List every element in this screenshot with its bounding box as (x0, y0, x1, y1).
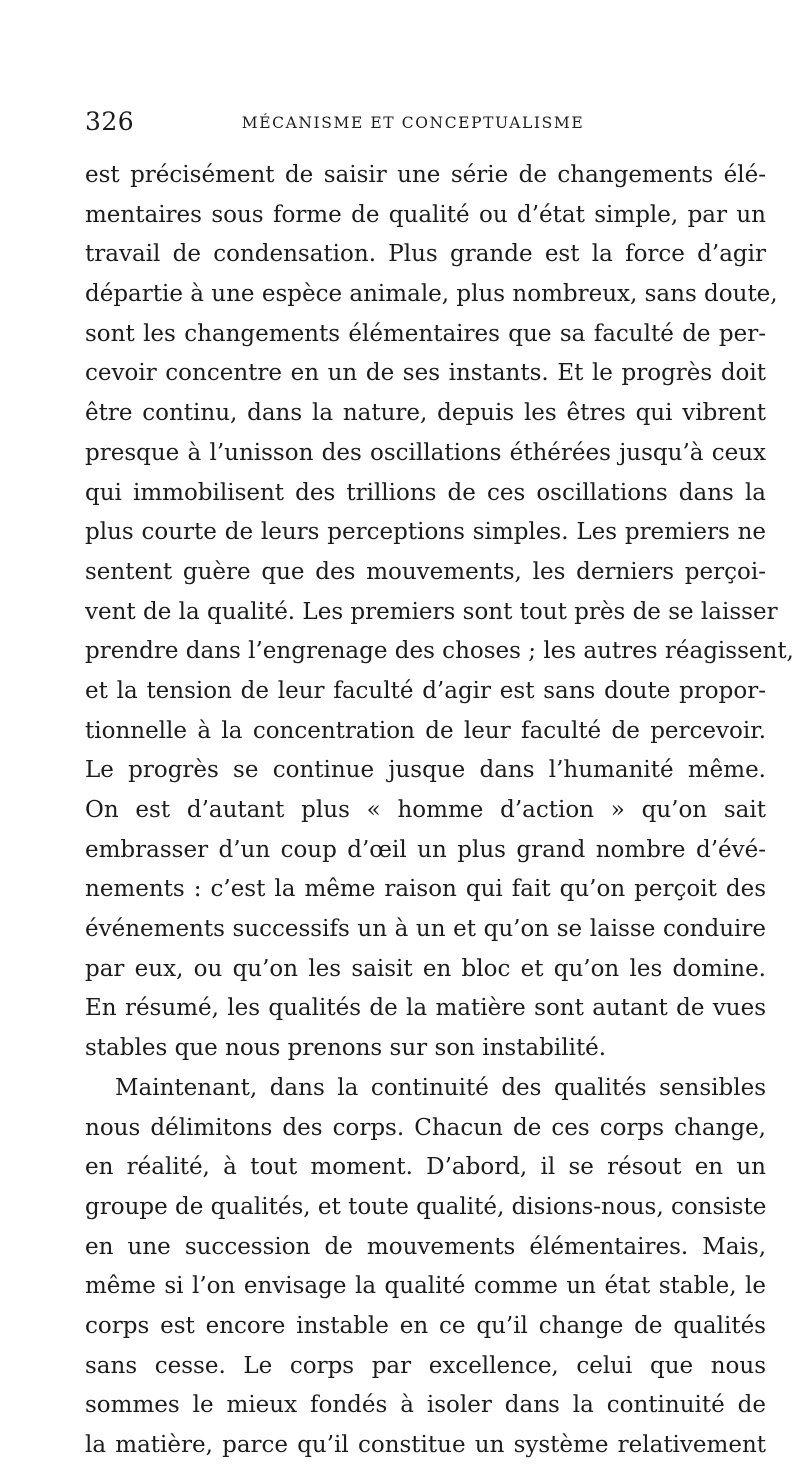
text-line: cevoir concentre en un de ses instants. Et le progrès doit (85, 360, 766, 387)
text-line: en réalité, à tout moment. D’abord, il se résout en un (85, 1154, 766, 1181)
text-line: même si l’on envisage la qualité comme un état stable, le (85, 1273, 766, 1300)
text-line: et la tension de leur faculté d’agir est sans doute propor- (85, 677, 766, 704)
text-line: par eux, ou qu’on les saisit en bloc et qu’on les domine. (85, 955, 766, 982)
text-line: prendre dans l’engrenage des choses ; les autres réagissent, (85, 638, 794, 665)
paragraph-start-line: Maintenant, dans la continuité des qualités sensibles (115, 1074, 766, 1101)
running-title: MÉCANISME ET CONCEPTUALISME (241, 114, 585, 132)
text-line: En résumé, les qualités de la matière sont autant de vues (85, 995, 766, 1022)
text-line: événements successifs un à un et qu’on se laisse conduire (85, 916, 766, 943)
text-line: mentaires sous forme de qualité ou d’état simple, par un (85, 201, 766, 228)
text-line: presque à l’unisson des oscillations éthérées jusqu’à ceux (85, 439, 766, 466)
body-text (85, 156, 794, 1466)
text-line: départie à une espèce animale, plus nombreux, sans doute, (85, 281, 778, 308)
text-line: la matière, parce qu’il constitue un système relativement (85, 1432, 766, 1458)
text-line: On est d’autant plus « homme d’action » qu’on sait (85, 797, 766, 823)
page-number: 326 (85, 107, 135, 136)
text-line: embrasser d’un coup d’œil un plus grand nombre d’évé- (85, 836, 766, 863)
text-line: qui immobilisent des trillions de ces oscillations dans la (85, 479, 766, 506)
text-line: nements : c’est la même raison qui fait qu’on perçoit des (85, 876, 766, 903)
text-line: nous délimitons des corps. Chacun de ces corps change, (85, 1114, 766, 1141)
text-line: tionnelle à la concentration de leur faculté de percevoir. (85, 717, 766, 744)
text-line: sommes le mieux fondés à isoler dans la continuité de (85, 1392, 766, 1419)
text-line: en une succession de mouvements élémentaires. Mais, (85, 1233, 766, 1260)
text-line: groupe de qualités, et toute qualité, disions-nous, consiste (85, 1193, 767, 1220)
text-line: est précisément de saisir une série de changements élé- (85, 162, 766, 188)
text-line: Le progrès se continue jusque dans l’humanité même. (85, 757, 766, 784)
text-line: sont les changements élémentaires que sa faculté de per- (85, 320, 766, 347)
text-line: être continu, dans la nature, depuis les êtres qui vibrent (85, 400, 766, 427)
text-line: vent de la qualité. Les premiers sont tout près de se laisser (85, 598, 778, 625)
paragraph-end-line: stables que nous prenons sur son instabilité. (85, 1035, 607, 1062)
text-line: sans cesse. Le corps par excellence, celui que nous (85, 1352, 766, 1379)
text-line: corps est encore instable en ce qu’il change de qualités (85, 1312, 766, 1339)
text-line: plus courte de leurs perceptions simples. Les premiers ne (85, 519, 766, 546)
text-line: sentent guère que des mouvements, les derniers perçoi- (85, 558, 766, 585)
page-header (85, 107, 725, 139)
text-line: travail de condensation. Plus grande est la force d’agir (85, 241, 766, 268)
